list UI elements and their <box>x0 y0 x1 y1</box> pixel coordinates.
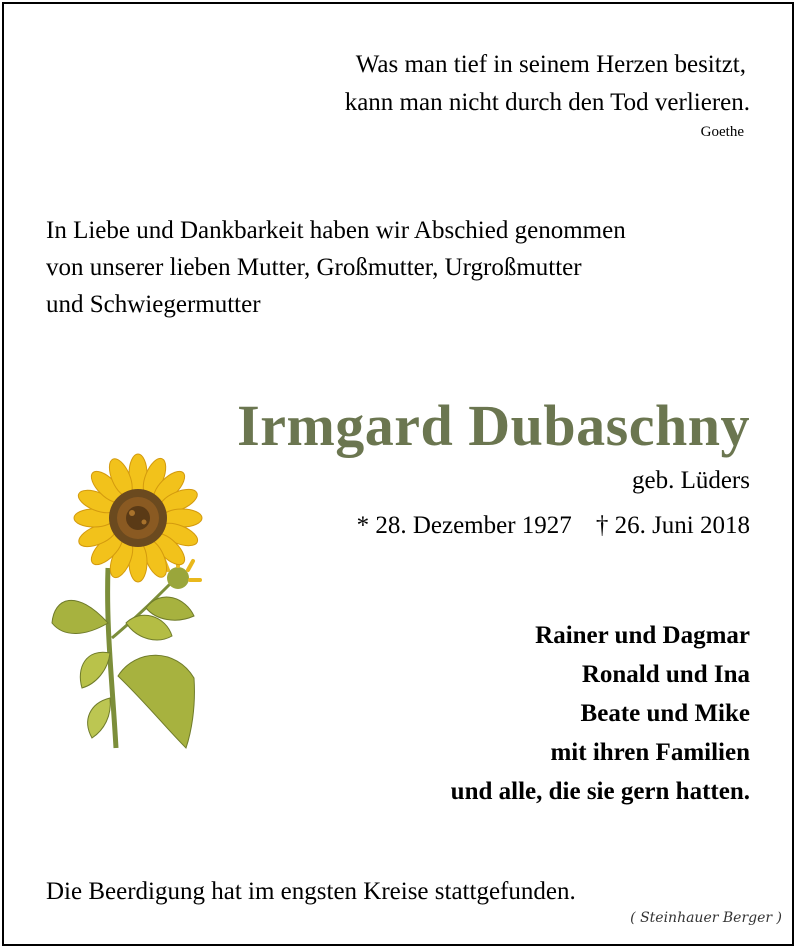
birth-name: geb. Lüders <box>631 467 750 494</box>
mourner-line: Beate und Mike <box>580 700 750 727</box>
mourner-line: und alle, die sie gern hatten. <box>450 778 750 805</box>
quote-author: Goethe <box>700 124 744 140</box>
sunflower-icon <box>46 448 216 758</box>
life-dates <box>357 509 750 543</box>
quote-block <box>344 46 750 142</box>
intro-line-2: von unserer lieben Mutter, Großmutter, Urgroßmutter <box>46 254 582 281</box>
intro-line-3: und Schwiegermutter <box>46 291 261 318</box>
mourners-list <box>451 616 750 811</box>
quote-line-1: Was man tief in seinem Herzen besitzt, <box>355 51 746 78</box>
mourner-line: Ronald und Ina <box>581 661 750 688</box>
mourner-line: mit ihren Familien <box>550 739 750 766</box>
burial-note: Die Beerdigung hat im engsten Kreise stattgefunden. <box>46 878 576 905</box>
mourner-line: Rainer und Dagmar <box>535 622 750 649</box>
obituary-notice <box>2 2 794 946</box>
quote-line-2: kann man nicht durch den Tod verlieren. <box>344 89 750 116</box>
deceased-name: Irmgard Dubaschny <box>237 393 750 458</box>
birth-date: * 28. Dezember 1927 <box>356 512 572 539</box>
designer-signature: ( Steinhauer Berger ) <box>630 910 782 926</box>
intro-line-1: In Liebe und Dankbarkeit haben wir Abschied genommen <box>46 217 626 244</box>
death-date: † 26. Juni 2018 <box>595 512 750 539</box>
intro-text <box>46 212 626 323</box>
